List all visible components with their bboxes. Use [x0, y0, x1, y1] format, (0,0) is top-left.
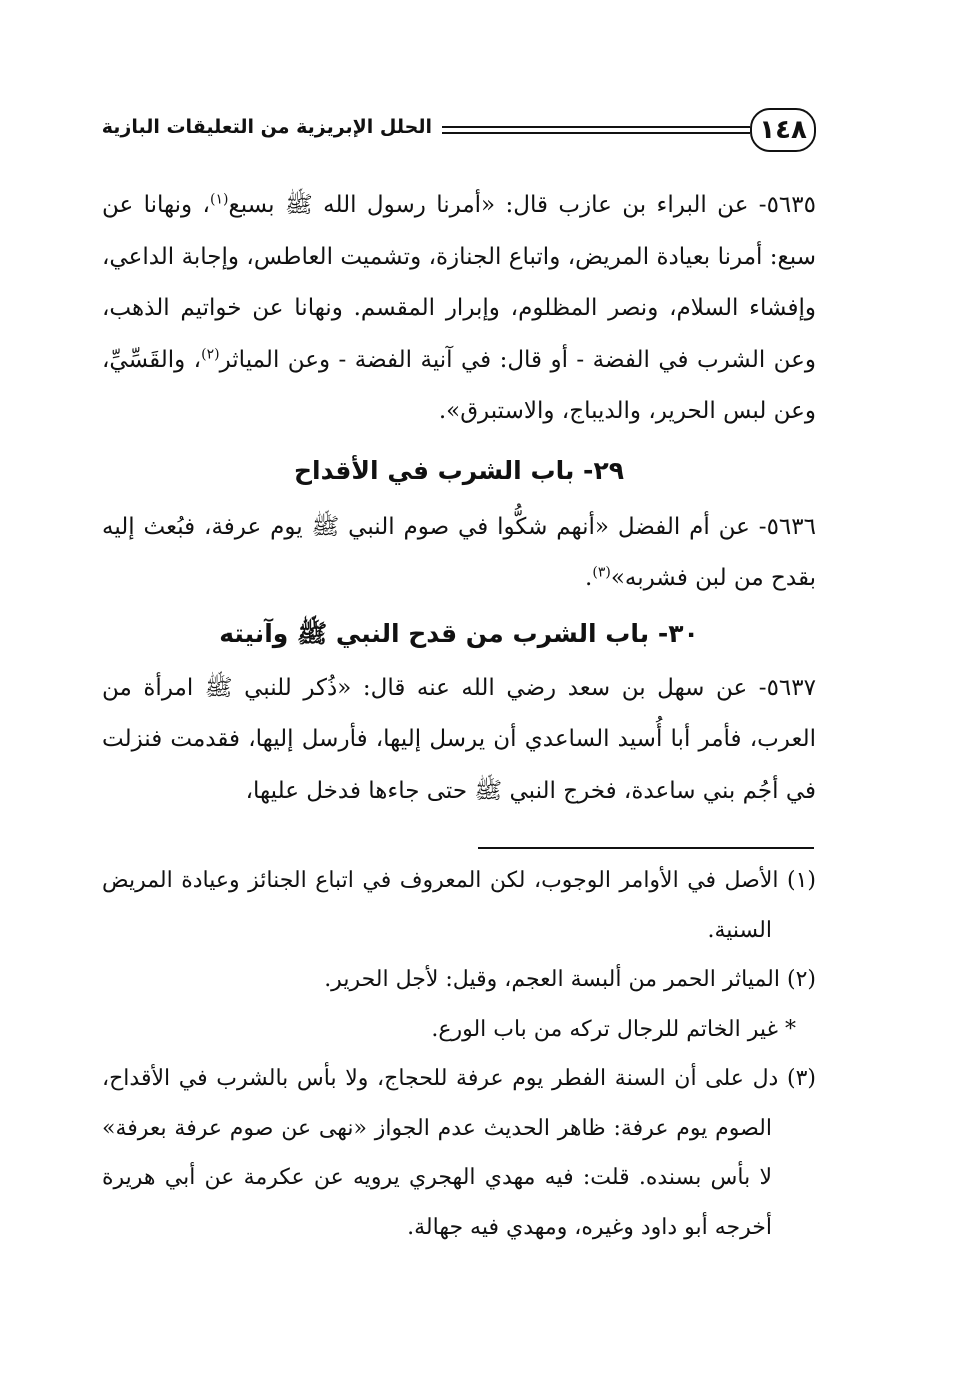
footnote-1: (١) الأصل في الأوامر الوجوب، لكن المعروف في اتباع الجنائز وعيادة المريض السنية. [102, 868, 816, 943]
page-header [92, 108, 816, 158]
chapter-heading-29: ٢٩- باب الشرب في الأقداح [294, 455, 624, 485]
footnote-marker: (٣) [592, 564, 611, 581]
footnote-2: (٢) المياثر الحمر من ألبسة العجم، وقيل: لأجل الحرير. [324, 967, 816, 992]
footnote-separator [478, 847, 814, 849]
hadith-text: - عن البراء بن عازب قال: «أمرنا رسول الله ﷺ بسبع [228, 192, 767, 218]
book-title: الحلل الإبريزية من التعليقات البازية [101, 116, 432, 138]
hadith-5635 [102, 180, 816, 438]
hadith-text: . [585, 565, 593, 591]
footnotes [102, 856, 816, 1252]
hadith-number: ٥٦٣٥ [766, 192, 816, 218]
page-number: ١٤٨ [750, 108, 816, 152]
hadith-text: - عن أم الفضل «أنهم شكُّوا في صوم النبي ﷺ يوم عرفة، فبُعث إليه بقدح من لبن فشربه» [102, 513, 816, 591]
hadith-5637 [102, 663, 816, 818]
hadith-text: - عن سهل بن سعد رضي الله عنه قال: «ذُكر للنبي ﷺ امرأة من العرب، فأمر أبا أُسيد الساعدي أن يرسل إليها، فأرسل إليها، فقدمت فنزلت في أجُم بني ساعدة، فخرج النبي ﷺ حتى جاءها فدخل عليها، [102, 674, 816, 804]
main-text [102, 180, 816, 817]
hadith-number: ٥٦٣٦ [766, 513, 816, 540]
hadith-5636 [102, 502, 816, 605]
footnote-marker: (١) [209, 191, 229, 208]
hadith-number: ٥٦٣٧ [766, 674, 816, 701]
footnote-3: (٣) دل على أن السنة الفطر يوم عرفة للحجاج، ولا بأس بالشرب في الأقداح، الصوم يوم عرفة: ظاهر الحديث عدم الجواز «نهى عن صوم عرفة بعرفة» لا بأس بسنده. قلت: فيه مهدي الهجري يرويه عن عكرمة عن أبي هريرة أخرجه أبو داود وغيره، ومهدي فيه جهالة. [102, 1066, 816, 1240]
footnote-star: * غير الخاتم للرجال تركه من باب الورع. [431, 1016, 796, 1042]
hadith-text: ، ونهانا عن سبع: أمرنا بعيادة المريض، واتباع الجنازة، وتشميت العاطس، وإجابة الداعي، وإفشاء السلام، ونصر المظلوم، وإبرار المقسم. ونهانا عن خواتيم الذهب، وعن الشرب في الفضة - أو قال: في آنية الفضة - وعن المياثر [102, 192, 816, 373]
chapter-heading-30: ٣٠- باب الشرب من قدح النبي ﷺ وآنيته [219, 618, 699, 648]
header-rule [442, 126, 750, 134]
footnote-marker: (٢) [201, 345, 220, 362]
hadith-text: ، والقَسِّيِّ، وعن لبس الحرير، والديباج، والاستبرق». [102, 346, 816, 424]
